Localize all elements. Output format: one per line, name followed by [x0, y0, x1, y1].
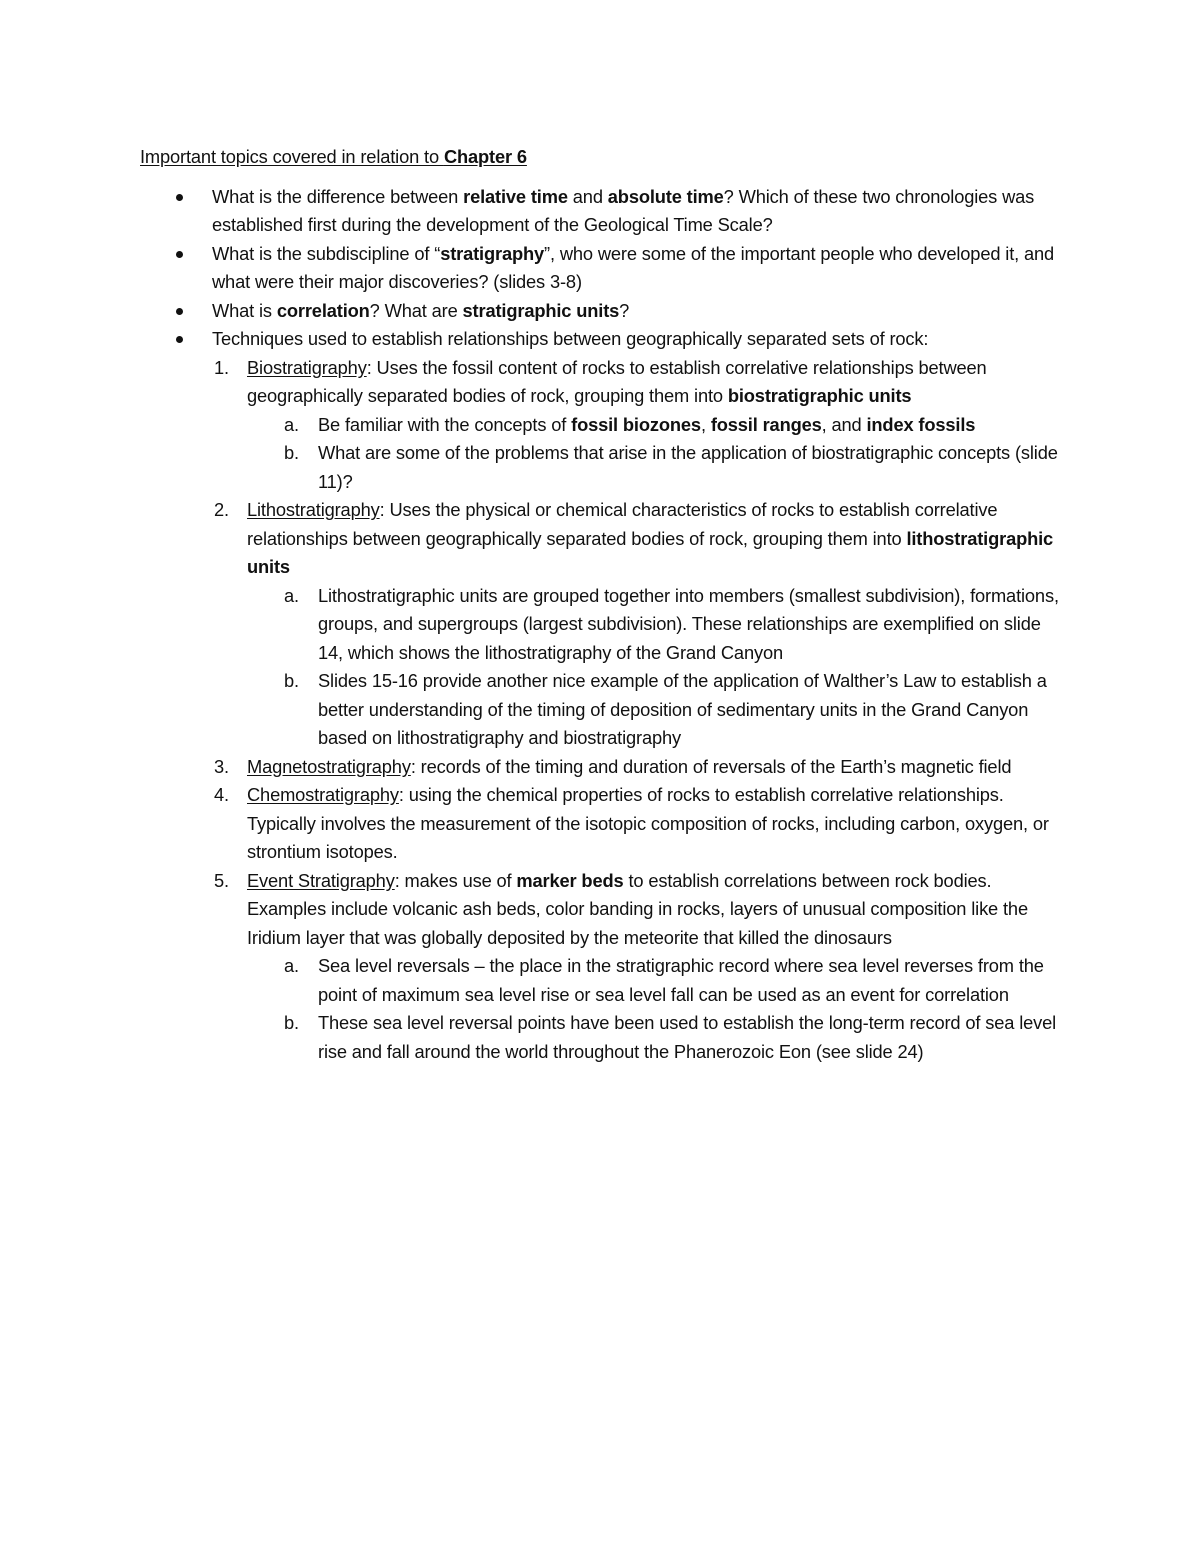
- technique-name: Magnetostratigraphy: [247, 755, 411, 777]
- technique-list: [140, 354, 1070, 1067]
- technique-name: Chemostratigraphy: [247, 784, 399, 805]
- technique-item: 5. Event Stratigraphy: makes use of marker beds to establish correlations between rock bodies. Examples include volcanic ash beds, color banding in rocks, layers of unusual composition like the Iridium layer that was globally deposited by the meteorite that killed the dinosaurs a. Sea level reversals – the place in the stratigraphic record where sea level reverses from the point of maximum sea level rise or sea level fall can be used as an event for correlation b. These sea level reversal points have been used to establish the long-term record of sea level rise and fall around the world throughout the Phanerozoic Eon (see slide 24): [247, 867, 1070, 1067]
- topic-item: What is the difference between relative time and absolute time? Which of these two chronologies was established first during the development of the Geological Time Scale?: [140, 183, 1070, 240]
- technique-name: Event Stratigraphy: [247, 869, 395, 891]
- topic-item: What is correlation? What are stratigraphic units?: [140, 297, 1070, 326]
- technique-item: 2. Lithostratigraphy: Uses the physical or chemical characteristics of rocks to establish correlative relationships between geographically separated bodies of rock, grouping them into lithostratigraphic units a. Lithostratigraphic units are grouped together into members (smallest subdivision), formations, groups, and supergroups (largest subdivision). These relationships are exemplified on slide 14, which shows the lithostratigraphy of the Grand Canyon b. Slides 15-16 provide another nice example of the application of Walther’s Law to establish a better understanding of the timing of deposition of sedimentary units in the Grand Canyon based on lithostratigraphy and biostratigraphy: [247, 496, 1070, 753]
- sub-list: [247, 582, 1070, 753]
- list-number: 5.: [214, 869, 229, 891]
- document-body: [140, 143, 1070, 1066]
- list-number: 3.: [214, 755, 229, 777]
- sub-item: a. Be familiar with the concepts of fossil biozones, fossil ranges, and index fossils: [284, 413, 976, 435]
- topic-item: Techniques used to establish relationships between geographically separated sets of rock:: [140, 325, 1070, 354]
- technique-name: Lithostratigraphy: [247, 499, 380, 520]
- page-title: [140, 143, 1070, 172]
- technique-item: 4. Chemostratigraphy: using the chemical properties of rocks to establish correlative relationships. Typically involves the measurement of the isotopic composition of rocks, including carbon, oxygen, or strontium isotopes.: [247, 781, 1070, 867]
- topic-item: What is the subdiscipline of “stratigraphy”, who were some of the important people who developed it, and what were their major discoveries? (slides 3-8): [140, 240, 1070, 297]
- list-number: 2.: [214, 499, 229, 520]
- title-chapter: Chapter 6: [443, 146, 527, 167]
- list-number: 1.: [214, 356, 229, 378]
- sub-item: b. What are some of the problems that arise in the application of biostratigraphic concepts (slide 11)?: [284, 442, 1058, 492]
- sub-list: [247, 952, 1070, 1066]
- sub-list: [247, 411, 1070, 497]
- sub-item: a. Lithostratigraphic units are grouped together into members (smallest subdivision), formations, groups, and supergroups (largest subdivision). These relationships are exemplified on slide 14, which shows the lithostratigraphy of the Grand Canyon: [284, 584, 1059, 663]
- sub-item: b. These sea level reversal points have been used to establish the long-term record of sea level rise and fall around the world throughout the Phanerozoic Eon (see slide 24): [284, 1012, 1057, 1062]
- technique-name: Biostratigraphy: [247, 356, 367, 378]
- technique-item: 1. Biostratigraphy: Uses the fossil content of rocks to establish correlative relationships between geographically separated bodies of rock, grouping them into biostratigraphic units a. Be familiar with the concepts of fossil biozones, fossil ranges, and index fossils b. What are some of the problems that arise in the application of biostratigraphic concepts (slide 11)?: [247, 354, 1070, 497]
- list-number: 4.: [214, 784, 229, 805]
- topic-list: [140, 183, 1070, 354]
- technique-item: 3. Magnetostratigraphy: records of the timing and duration of reversals of the Earth’s magnetic field: [247, 753, 1070, 782]
- sub-item: a. Sea level reversals – the place in the stratigraphic record where sea level reverses from the point of maximum sea level rise or sea level fall can be used as an event for correlation: [284, 955, 1044, 1005]
- sub-item: b. Slides 15-16 provide another nice example of the application of Walther’s Law to establish a better understanding of the timing of deposition of sedimentary units in the Grand Canyon based on lithostratigraphy and biostratigraphy: [284, 670, 1047, 748]
- title-text: Important topics covered in relation to: [140, 146, 444, 167]
